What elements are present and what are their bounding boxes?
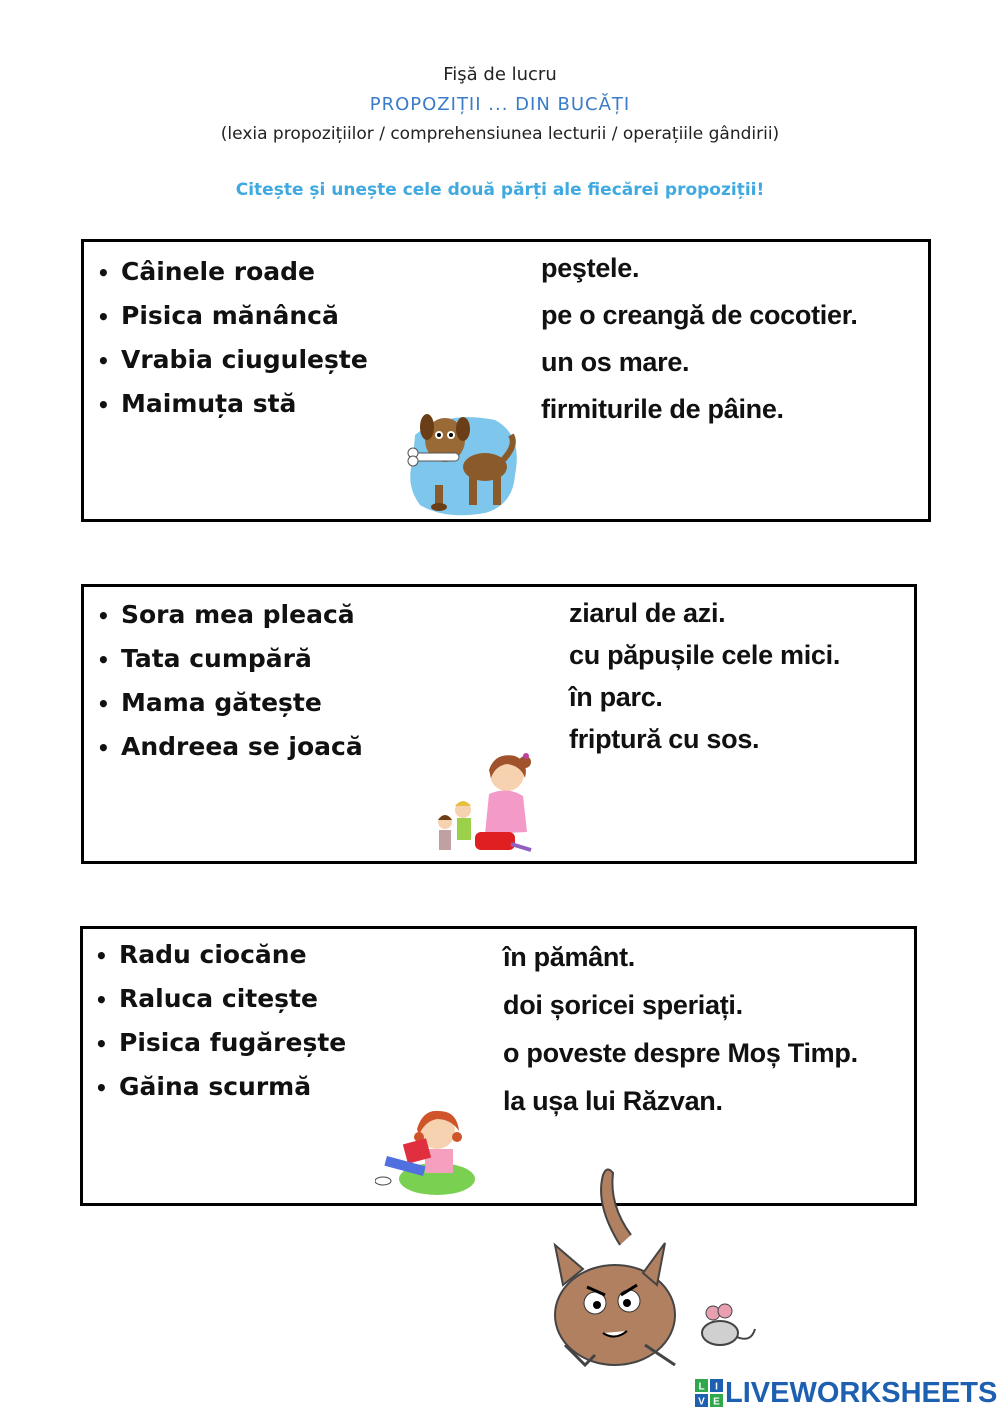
sentence-endings-list [569, 592, 840, 760]
sentence-starts-list [97, 593, 363, 769]
sentence-start[interactable]: • Maimuța stă [97, 389, 297, 418]
liveworksheets-badge-icon [695, 1379, 723, 1407]
badge-letter: I [715, 1381, 718, 1393]
sentence-start[interactable]: • Sora mea pleacă [97, 600, 355, 629]
sentence-ending[interactable]: în parc. [569, 682, 663, 712]
sentence-start[interactable]: • Câinele roade [97, 257, 315, 286]
sentence-ending[interactable]: friptură cu sos. [569, 724, 760, 754]
sentence-ending[interactable]: ziarul de azi. [569, 598, 726, 628]
exercise-box-3 [80, 926, 917, 1206]
sentence-ending[interactable]: cu păpușile cele mici. [569, 640, 841, 670]
sentence-start[interactable]: • Vrabia ciugulește [97, 345, 368, 374]
sentence-ending[interactable]: la ușa lui Răzvan. [503, 1086, 723, 1116]
liveworksheets-wordmark: LIVEWORKSHEETS [725, 1376, 998, 1409]
sentence-ending[interactable]: o poveste despre Moș Timp. [503, 1038, 858, 1068]
dog-with-bone-illustration [405, 405, 520, 517]
sentence-ending[interactable]: doi șoricei speriați. [503, 990, 743, 1020]
sentence-ending[interactable]: pe o creangă de cocotier. [541, 300, 858, 330]
cat-chasing-mouse-illustration [525, 1165, 760, 1375]
worksheet-subtitle: PROPOZIȚII ... DIN BUCĂȚI [369, 94, 631, 115]
badge-letter: L [698, 1381, 705, 1393]
sentence-start[interactable]: • Andreea se joacă [97, 732, 363, 761]
sentence-start[interactable]: • Raluca citește [95, 984, 318, 1013]
badge-letter: V [698, 1396, 705, 1407]
sentence-ending[interactable]: firmiturile de pâine. [541, 394, 784, 424]
sentence-start[interactable]: • Radu ciocăne [95, 940, 307, 969]
worksheet-instruction: Citește și unește cele două părți ale fiecărei propoziții! [235, 180, 765, 200]
sentence-starts-list [97, 250, 368, 426]
sentence-start[interactable]: • Pisica fugărește [95, 1028, 347, 1057]
sentence-start[interactable]: • Tata cumpără [97, 644, 312, 673]
badge-letter: E [713, 1396, 720, 1407]
worksheet-title: Fişă de lucru [443, 64, 557, 85]
sentence-starts-list [95, 933, 346, 1109]
girl-playing-with-dolls-illustration [435, 750, 535, 862]
sentence-start[interactable]: • Pisica mănâncă [97, 301, 339, 330]
liveworksheets-logo [695, 1375, 997, 1411]
sentence-endings-list [541, 245, 858, 433]
sentence-ending[interactable]: peştele. [541, 253, 640, 283]
sentence-start[interactable]: • Găina scurmă [95, 1072, 312, 1101]
sentence-ending[interactable]: un os mare. [541, 347, 690, 377]
girl-reading-book-illustration [375, 1103, 480, 1198]
sentence-start[interactable]: • Mama gătește [97, 688, 322, 717]
worksheet-note: (lexia propozițiilor / comprehensiunea lecturii / operațiile gândirii) [220, 124, 780, 144]
sentence-endings-list [503, 933, 858, 1125]
sentence-ending[interactable]: în pământ. [503, 942, 636, 972]
